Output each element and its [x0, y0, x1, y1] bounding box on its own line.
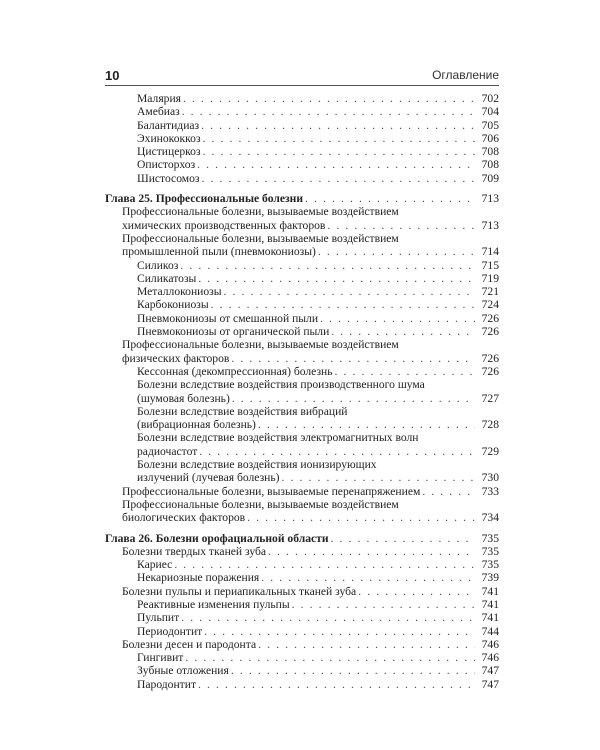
dot-leader: [331, 325, 475, 338]
toc-page-number: 705: [481, 118, 499, 132]
toc-entry-title: Болезни десен и пародонта: [122, 637, 257, 651]
toc-entry[interactable]: [105, 365, 499, 378]
toc-page-number: 730: [481, 471, 499, 485]
toc-entry[interactable]: [105, 638, 499, 651]
dot-leader: [292, 598, 475, 611]
toc-chapter-entry[interactable]: [105, 192, 499, 205]
toc-page-number: 746: [481, 651, 499, 665]
toc-page-number: 727: [481, 391, 499, 405]
toc-entry-title: Малярия: [137, 92, 182, 105]
toc-page-number: 739: [481, 571, 499, 585]
dot-leader: [282, 471, 475, 484]
toc-page-number: 735: [481, 531, 499, 545]
dot-leader: [231, 664, 475, 677]
toc-entry[interactable]: [105, 205, 499, 232]
toc-page-number: 747: [481, 677, 499, 691]
toc-entry-title: Балантидиаз: [137, 118, 200, 132]
toc-entry[interactable]: [105, 678, 499, 691]
toc-entry-title: Силикатозы: [137, 271, 197, 285]
toc-entry-title: Пневмокониозы от органической пыли: [137, 325, 330, 339]
toc-entry[interactable]: [105, 132, 499, 145]
toc-page-number: 715: [481, 258, 499, 272]
toc-entry[interactable]: [105, 405, 499, 432]
toc-entry[interactable]: [105, 545, 499, 558]
toc-page-number: 706: [481, 131, 499, 145]
toc-page-number: 726: [481, 325, 499, 339]
dot-leader: [268, 545, 475, 558]
dot-leader: [198, 272, 475, 285]
toc-entry-title: Болезни твердых тканей зуба: [122, 544, 267, 558]
toc-page-number: 735: [481, 544, 499, 558]
toc-entry-title: Амебиаз: [137, 105, 180, 119]
toc-entry-title: Глава 25. Профессиональные болезни: [105, 192, 304, 206]
dot-leader: [327, 219, 475, 232]
toc-entry[interactable]: [105, 312, 499, 325]
toc-page-number: 746: [481, 637, 499, 651]
toc-page-number: 728: [481, 418, 499, 432]
toc-entry[interactable]: [105, 498, 499, 525]
toc-entry[interactable]: [105, 664, 499, 677]
dot-leader: [201, 119, 475, 132]
dot-leader: [182, 105, 475, 118]
toc-page-number: 708: [481, 145, 499, 159]
toc-entry[interactable]: [105, 625, 499, 638]
toc-entry[interactable]: [105, 431, 499, 458]
toc-entry[interactable]: [105, 158, 499, 171]
toc-entry-title: Пульпит: [137, 611, 180, 625]
dot-leader: [305, 192, 475, 205]
toc-entry[interactable]: [105, 585, 499, 598]
toc-entry-title-first-line: Профессиональные болезни, вызываемые воздействием: [122, 205, 399, 219]
dot-leader: [185, 651, 475, 664]
toc-entry-title-first-line: Профессиональные болезни, вызываемые воздействием: [122, 338, 399, 352]
dot-leader: [211, 298, 475, 311]
toc-entry-title-first-line: Болезни вследствие воздействия электромагнитных волн: [137, 431, 419, 445]
dot-leader: [203, 132, 475, 145]
toc-entry[interactable]: [105, 325, 499, 338]
toc-page-number: 708: [481, 158, 499, 172]
toc-entry-title: Шистосомоз: [137, 171, 200, 185]
toc-group: [105, 92, 499, 185]
toc-page-number: 702: [481, 92, 499, 105]
dot-leader: [258, 418, 475, 431]
toc-entry[interactable]: [105, 232, 499, 259]
toc-entry-title: Некариозные поражения: [137, 571, 260, 585]
toc-entry[interactable]: [105, 378, 499, 405]
page-header: [105, 68, 499, 82]
toc-page-number: 721: [481, 285, 499, 299]
toc-entry[interactable]: [105, 458, 499, 485]
toc-page-number: 734: [481, 511, 499, 525]
toc-entry-title: Пневмокониозы от смешанной пыли: [137, 311, 319, 325]
dot-leader: [204, 625, 475, 638]
header-rule: [105, 85, 499, 86]
toc-entry[interactable]: [105, 285, 499, 298]
toc-entry-title: биологических факторов: [122, 511, 246, 525]
toc-group: [105, 532, 499, 692]
dot-leader: [203, 145, 475, 158]
toc-page-number: 741: [481, 597, 499, 611]
toc-entry-title-first-line: Профессиональные болезни, вызываемые воздействием: [122, 231, 399, 245]
toc-entry[interactable]: [105, 172, 499, 185]
dot-leader: [174, 558, 475, 571]
dot-leader: [318, 245, 475, 258]
toc-entry-title: Эхинококкоз: [137, 131, 201, 145]
toc-entry-title: радиочастот: [137, 444, 198, 458]
toc-entry[interactable]: [105, 611, 499, 624]
table-of-contents: [105, 92, 499, 698]
toc-page-number: 741: [481, 584, 499, 598]
dot-leader: [232, 392, 475, 405]
toc-page-number: 713: [481, 218, 499, 232]
dot-leader: [198, 678, 475, 691]
toc-page-number: 714: [481, 245, 499, 259]
toc-entry[interactable]: [105, 598, 499, 611]
toc-page-number: 735: [481, 558, 499, 572]
toc-entry-title: Зубные отложения: [137, 664, 229, 678]
toc-page-number: 719: [481, 271, 499, 285]
toc-page-number: 709: [481, 171, 499, 185]
dot-leader: [422, 485, 475, 498]
toc-page-number: 726: [481, 351, 499, 365]
toc-entry-title: промышленной пыли (пневмокониозы): [122, 245, 316, 259]
dot-leader: [180, 259, 475, 272]
toc-entry[interactable]: [105, 338, 499, 365]
dot-leader: [183, 92, 475, 105]
toc-page-number: 747: [481, 664, 499, 678]
toc-entry[interactable]: [105, 105, 499, 118]
toc-entry[interactable]: [105, 558, 499, 571]
toc-entry[interactable]: [105, 119, 499, 132]
dot-leader: [331, 532, 475, 545]
toc-entry-title: (шумовая болезнь): [137, 391, 230, 405]
dot-leader: [358, 585, 475, 598]
dot-leader: [224, 285, 475, 298]
toc-entry[interactable]: [105, 571, 499, 584]
dot-leader: [320, 312, 475, 325]
toc-entry-title: Силикоз: [137, 258, 179, 272]
toc-entry-title-first-line: Болезни вследствие воздействия ионизирующих: [137, 458, 377, 472]
toc-entry-title: Профессиональные болезни, вызываемые перенапряжением: [122, 484, 421, 498]
dot-leader: [231, 352, 475, 365]
dot-leader: [199, 445, 475, 458]
toc-entry-title-first-line: Болезни вследствие воздействия производственного шума: [137, 378, 425, 392]
dot-leader: [247, 511, 475, 524]
toc-page-number: 704: [481, 105, 499, 119]
dot-leader: [197, 158, 475, 171]
toc-page-number: 733: [481, 484, 499, 498]
toc-entry-title-first-line: Профессиональные болезни, вызываемые воздействием: [122, 497, 399, 511]
toc-group: [105, 192, 499, 524]
toc-entry-title: Металлокониозы: [137, 285, 222, 299]
running-title: Оглавление: [432, 68, 499, 82]
toc-entry[interactable]: [105, 92, 499, 105]
dot-leader: [335, 365, 475, 378]
toc-entry-title: (вибрационная болезнь): [137, 418, 256, 432]
toc-entry[interactable]: [105, 145, 499, 158]
toc-page-number: 724: [481, 298, 499, 312]
toc-entry[interactable]: [105, 298, 499, 311]
toc-entry-title: Карбокониозы: [137, 298, 209, 312]
toc-entry-title: Пародонтит: [137, 677, 197, 691]
toc-entry-title: Описторхоз: [137, 158, 196, 172]
toc-entry-title: Реактивные изменения пульпы: [137, 597, 290, 611]
toc-entry[interactable]: [105, 485, 499, 498]
toc-page-number: 726: [481, 311, 499, 325]
toc-entry[interactable]: [105, 272, 499, 285]
dot-leader: [201, 172, 475, 185]
toc-entry-title: Периодонтит: [137, 624, 203, 638]
toc-chapter-entry[interactable]: [105, 532, 499, 545]
toc-page-number: 744: [481, 624, 499, 638]
toc-page-number: 741: [481, 611, 499, 625]
toc-entry[interactable]: [105, 651, 499, 664]
toc-entry-title: Цистицеркоз: [137, 145, 201, 159]
toc-entry-title: физических факторов: [122, 351, 230, 365]
toc-entry[interactable]: [105, 259, 499, 272]
toc-entry-title: излучений (лучевая болезнь): [137, 471, 280, 485]
toc-entry-title: Кариес: [137, 558, 173, 572]
dot-leader: [258, 638, 475, 651]
toc-entry-title-first-line: Болезни вследствие воздействия вибраций: [137, 404, 348, 418]
dot-leader: [181, 611, 475, 624]
toc-entry-title: химических производственных факторов: [122, 218, 326, 232]
toc-entry-title: Глава 26. Болезни орофациальной области: [105, 531, 329, 545]
toc-page-number: 729: [481, 444, 499, 458]
toc-page-number: 726: [481, 364, 499, 378]
dot-leader: [261, 571, 475, 584]
toc-page-number: 713: [481, 192, 499, 206]
toc-entry-title: Гингивит: [137, 651, 184, 665]
page-number: 10: [105, 68, 120, 83]
toc-entry-title: Кессонная (декомпрессионная) болезнь: [137, 364, 333, 378]
toc-entry-title: Болезни пульпы и периапикальных тканей зуба: [122, 584, 357, 598]
